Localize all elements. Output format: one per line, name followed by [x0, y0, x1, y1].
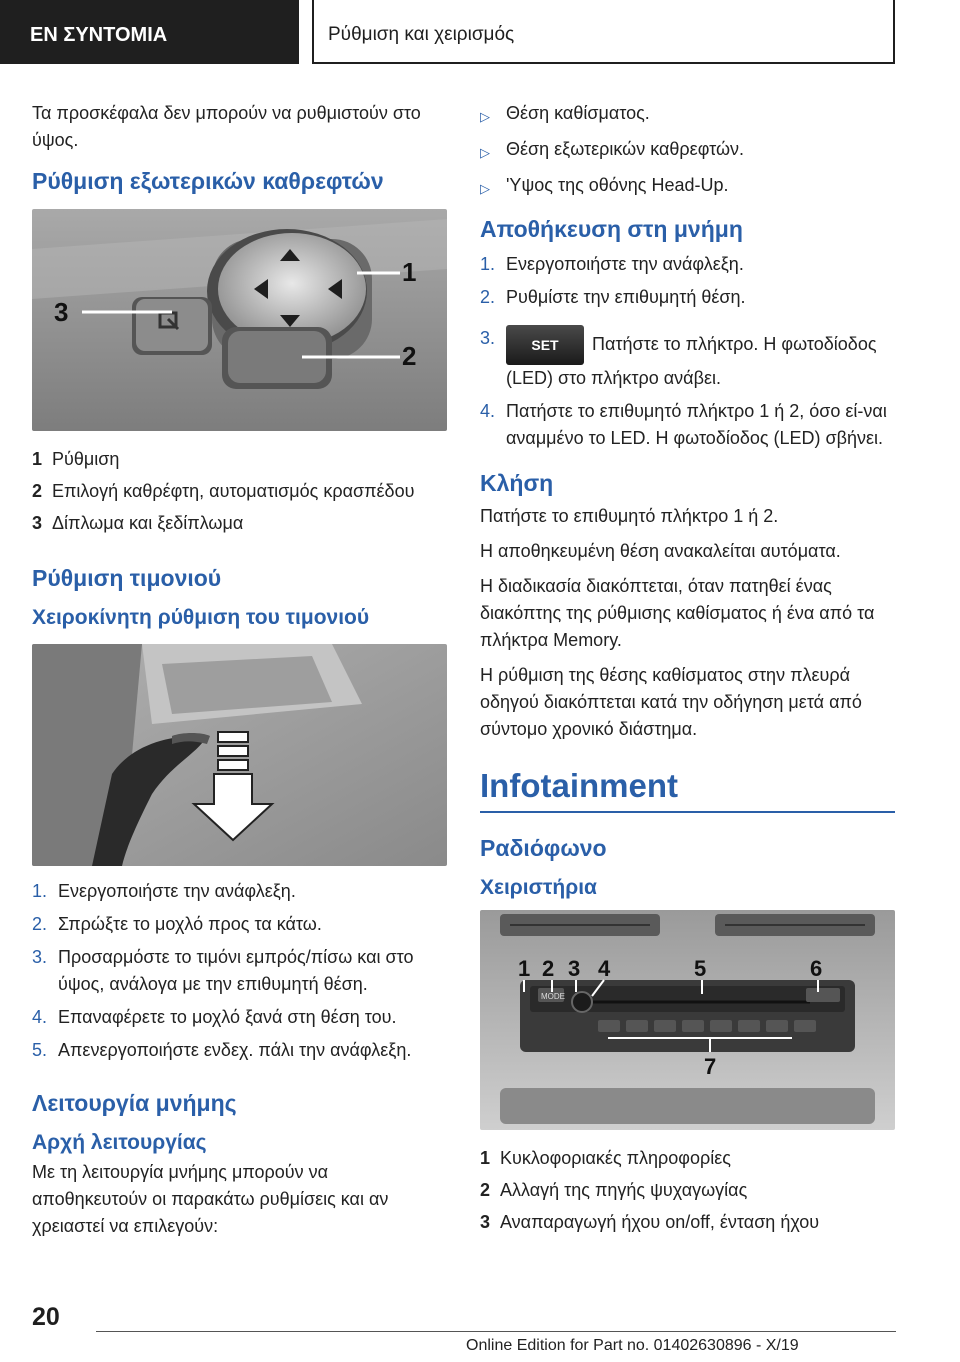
store-heading: Αποθήκευση στη μνήμη [480, 216, 743, 242]
mirror-legend [32, 443, 447, 539]
step-item: 1. Ενεργοποιήστε την ανάφλεξη. [480, 254, 744, 274]
store-steps [480, 251, 895, 452]
radio-heading: Ραδιόφωνο [480, 835, 607, 861]
footer-divider [96, 1331, 896, 1332]
memory-items [480, 100, 895, 202]
right-column [480, 100, 895, 1248]
recall-heading: Κλήση [480, 470, 554, 496]
radio-controls-image [480, 910, 895, 1130]
step-item: 2. Ρυθμίστε την επιθυμητή θέση. [480, 287, 746, 307]
radio-label-7: 7 [704, 1054, 717, 1079]
step-item: 3. Προσαρμόστε το τιμόνι εμπρός/πίσω και στο ύψος, ανάλογα με την επιθυμητή θέση. [32, 947, 414, 994]
mode-button-label: MODE [541, 992, 565, 1001]
recall-paragraph: Πατήστε το επιθυμητό πλήκτρο 1 ή 2. [480, 506, 779, 526]
page-header [0, 0, 960, 66]
recall-paragraph: Η αποθηκευμένη θέση ανακαλείται αυτόματα. [480, 541, 841, 561]
steering-lever-image [32, 644, 447, 866]
radio-label-4: 4 [598, 956, 611, 981]
legend-item: 1 Ρύθμιση [32, 449, 120, 469]
radio-label-2: 2 [542, 956, 555, 981]
step-item: 1. Ενεργοποιήστε την ανάφλεξη. [32, 881, 296, 901]
wheel-subheading: Χειροκίνητη ρύθμιση του τιμονιού [32, 606, 370, 629]
edition-text: Online Edition for Part no. 01402630896 - X/19 [466, 1337, 799, 1354]
section-title: ΕΝ ΣΥΝΤΟΜΙΑ [0, 0, 299, 64]
step-item: 2. Σπρώξτε το μοχλό προς τα κάτω. [32, 914, 322, 934]
legend-item: 1 Κυκλοφοριακές πληροφορίες [480, 1148, 731, 1168]
legend-item: 3 Αναπαραγωγή ήχου on/off, ένταση ήχου [480, 1212, 820, 1232]
legend-item: 2 Αλλαγή της πηγής ψυχαγωγίας [480, 1180, 748, 1200]
memory-intro: Με τη λειτουργία μνήμης μπορούν να αποθηκευτούν οι παρακάτω ρυθμίσεις και αν χρειαστεί να επιλεγούν: [32, 1162, 389, 1236]
radio-legend [480, 1142, 895, 1238]
list-item: ▷ Θέση καθίσματος. [480, 103, 650, 124]
mirror-label-3: 3 [54, 297, 69, 327]
list-item: ▷ Θέση εξωτερικών καθρεφτών. [480, 139, 745, 160]
left-column [32, 100, 447, 1248]
step-item: 5. Απενεργοποιήστε ενδεχ. πάλι την ανάφλεξη. [32, 1040, 412, 1060]
headrest-note: Τα προσκέφαλα δεν μπορούν να ρυθμιστούν στο ύψος. [32, 103, 421, 150]
step-item: 4. Επαναφέρετε το μοχλό ξανά στη θέση του. [32, 1007, 397, 1027]
recall-paragraph: Η ρύθμιση της θέσης καθίσματος στην πλευρά οδηγού διακόπτεται κατά την οδήγηση μετά από σύντομο χρονικό διάστημα. [480, 665, 862, 739]
list-item: ▷ 'Υψος της οθόνης Head-Up. [480, 175, 729, 196]
chapter-title: Ρύθμιση και χειρισμός [312, 0, 895, 64]
legend-item: 2 Επιλογή καθρέφτη, αυτοματισμός κρασπέδου [32, 481, 415, 501]
set-button-icon: SET [506, 325, 584, 365]
controls-heading: Χειριστήρια [480, 876, 597, 899]
step-item: 3. SET Πατήστε το πλήκτρο. Η φωτοδίοδος (LED) στο πλήκτρο ανάβει. [480, 325, 895, 392]
page-number: 20 [32, 1303, 60, 1331]
infotainment-heading: Infotainment [480, 767, 895, 813]
recall-paragraph: Η διαδικασία διακόπτεται, όταν πατηθεί ένας διακόπτης της ρύθμισης καθίσματος ή ένα από τα πλήκτρα Memory. [480, 576, 875, 650]
mirrors-heading: Ρύθμιση εξωτερικών καθρεφτών [32, 168, 384, 194]
mirror-label-1: 1 [402, 257, 417, 287]
mirror-controls-image [32, 209, 447, 431]
radio-label-1: 1 [518, 956, 531, 981]
radio-label-3: 3 [568, 956, 581, 981]
radio-label-5: 5 [694, 956, 707, 981]
radio-label-6: 6 [810, 956, 823, 981]
step-item: 4. Πατήστε το επιθυμητό πλήκτρο 1 ή 2, όσο εί‐ναι αναμμένο το LED. Η φωτοδίοδος (LED) σβήνει. [480, 401, 887, 448]
wheel-steps [32, 878, 447, 1064]
mirror-label-2: 2 [402, 341, 417, 371]
wheel-heading: Ρύθμιση τιμονιού [32, 565, 222, 591]
legend-item: 3 Δίπλωμα και ξεδίπλωμα [32, 513, 244, 533]
memory-subheading: Αρχή λειτουργίας [32, 1131, 207, 1154]
memory-heading: Λειτουργία μνήμης [32, 1090, 237, 1116]
